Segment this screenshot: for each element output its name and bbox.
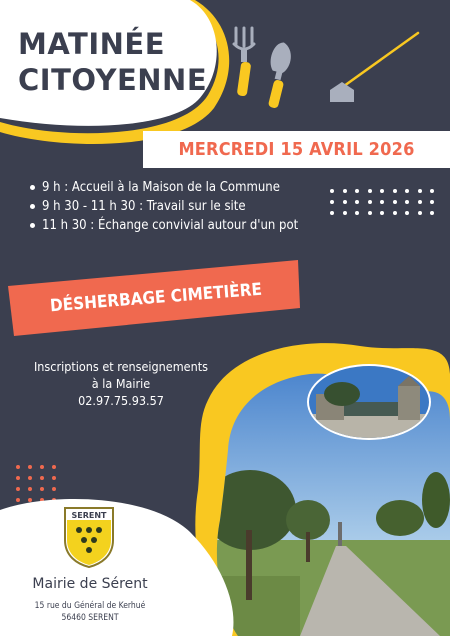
schedule-item: 9 h : Accueil à la Maison de la Commune	[28, 178, 348, 197]
address-line-1: 15 rue du Général de Kerhué	[34, 601, 146, 611]
registration-phone: 02.97.75.93.57	[78, 393, 164, 408]
garden-fork-icon	[228, 24, 260, 100]
hoe-icon	[326, 28, 422, 108]
registration-line-1: Inscriptions et renseignements	[33, 359, 208, 374]
mairie-address	[0, 600, 180, 624]
schedule-list	[28, 178, 348, 235]
registration-line-2: à la Mairie	[91, 376, 151, 391]
trowel-icon	[258, 38, 298, 110]
poster-title	[18, 26, 218, 98]
schedule-item: 9 h 30 - 11 h 30 : Travail sur le site	[28, 197, 348, 216]
title-line-2: CITOYENNE	[18, 63, 208, 97]
cemetery-gate-photo	[306, 364, 432, 440]
title-line-1: MATINÉE	[18, 27, 166, 61]
activity-title: DÉSHERBAGE CIMETIÈRE	[49, 279, 263, 317]
schedule-item: 11 h 30 : Échange convivial autour d'un pot	[28, 216, 348, 235]
address-line-2: 56460 SERENT	[61, 613, 119, 623]
serent-crest-logo	[63, 506, 115, 568]
white-dot-pattern	[330, 189, 434, 215]
mairie-name: Mairie de Sérent	[32, 576, 148, 592]
event-date: MERCREDI 15 AVRIL 2026	[178, 139, 415, 160]
crest-label: SERENT	[71, 511, 107, 520]
